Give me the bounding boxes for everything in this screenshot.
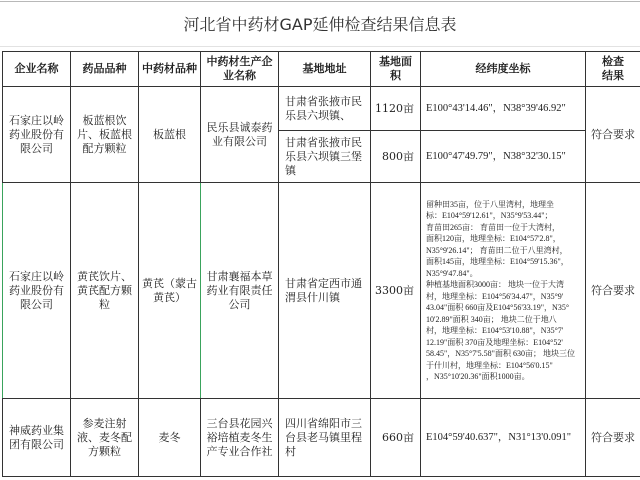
coord-line: 面积120亩，地理坐标：E104°57'2.8"， xyxy=(426,234,561,243)
header-producer: 中药材生产企业名称 xyxy=(201,52,279,87)
coord-line: 育苗田265亩： 育苗田一位于大湾村， xyxy=(426,222,560,232)
table-row xyxy=(3,87,640,131)
coord-line: 10'2.89"面积 340亩； 地块二位于地八 xyxy=(426,314,557,324)
title-gridline xyxy=(0,46,640,47)
coord-line: 58.45"，N35°7'5.58"面积 630亩； 地块三位 xyxy=(426,349,575,358)
drug-cell: 参麦注射液、麦冬配方颗粒 xyxy=(71,399,139,477)
coord-line: 43.04"面积 660亩及E104°56'33.19"，N35° xyxy=(426,303,570,312)
header-result xyxy=(586,52,640,87)
company-cell: 石家庄以岭药业股份有限公司 xyxy=(3,87,71,183)
producer-cell: 民乐县诚泰药业有限公司 xyxy=(201,87,279,183)
table-row xyxy=(3,183,640,399)
coords-text-block xyxy=(426,199,583,383)
herb-cell: 板蓝根 xyxy=(139,87,201,183)
header-result-label: 检查结果 xyxy=(602,55,624,82)
producer-cell: 三台县花园兴裕培植麦冬生产专业合作社 xyxy=(201,399,279,477)
company-cell: 神威药业集团有限公司 xyxy=(3,399,71,477)
header-row xyxy=(3,52,640,87)
coord-line: N35°9'47.84"。 xyxy=(426,268,478,278)
coord-line: 12.19"面积 370亩及地理坐标：E104°52' xyxy=(426,337,563,347)
address-cell: 四川省绵阳市三台县老马镇里程村 xyxy=(279,399,371,477)
herb-cell: 黄芪（蒙古黄芪） xyxy=(139,183,201,399)
coord-line: ，N35°10'20.36"面积1000亩。 xyxy=(426,372,530,381)
header-drug: 药品品种 xyxy=(71,52,139,87)
page-title: 河北省中药材GAP延伸检查结果信息表 xyxy=(183,15,457,34)
herb-cell: 麦冬 xyxy=(139,399,201,477)
coord-line: 留种田35亩，位于八里湾村，地理坐 xyxy=(426,199,554,209)
coords-cell: E100°47'49.79"，N38°32'30.15" xyxy=(421,131,586,183)
producer-cell: 甘肃襄福本草药业有限责任公司 xyxy=(201,183,279,399)
coord-line: 村，地理坐标：E104°56'34.47"，N35°9' xyxy=(426,291,564,301)
coord-line: 于什川村，地理坐标：E104°56'0.15" xyxy=(426,360,553,370)
coord-line: 村，地理坐标：E104°53'10.88"，N35°7' xyxy=(426,326,564,335)
header-address: 基地地址 xyxy=(279,52,371,87)
company-cell: 石家庄以岭药业股份有限公司 xyxy=(3,183,71,399)
header-herb: 中药材品种 xyxy=(139,52,201,87)
coords-cell: E104°59'40.637"，N31°13'0.091" xyxy=(421,399,586,477)
inspection-result-table xyxy=(2,51,640,477)
coords-cell: E100°43'14.46"，N38°39'46.92" xyxy=(421,87,586,131)
header-coords: 经纬度坐标 xyxy=(421,52,586,87)
result-cell: 符合要求 xyxy=(586,399,640,477)
table-row xyxy=(3,399,640,477)
area-cell: 1120亩 xyxy=(371,87,421,131)
drug-cell: 黄芪饮片、黄芪配方颗粒 xyxy=(71,183,139,399)
area-cell: 660亩 xyxy=(371,399,421,477)
top-frame-line xyxy=(0,1,640,2)
address-cell: 甘肃省张掖市民乐县六坝镇三堡镇 xyxy=(279,131,371,183)
coords-cell xyxy=(421,183,586,399)
result-cell: 符合要求 xyxy=(586,87,640,183)
header-company: 企业名称 xyxy=(3,52,71,87)
coord-line: 标：E104°59'12.61"，N35°9'53.44"； xyxy=(426,211,553,220)
drug-cell: 板蓝根饮片、板蓝根配方颗粒 xyxy=(71,87,139,183)
header-area: 基地面积 xyxy=(371,52,421,87)
coord-line: N35°9'26.14"； 育苗田二位于八里湾村， xyxy=(426,245,568,255)
area-cell: 800亩 xyxy=(371,131,421,183)
address-cell: 甘肃省张掖市民乐县六坝镇、 xyxy=(279,87,371,131)
address-cell: 甘肃省定西市通渭县什川镇 xyxy=(279,183,371,399)
coord-line: 面积145亩，地理坐标：E104°59'15.36"， xyxy=(426,257,569,266)
result-cell: 符合要求 xyxy=(586,183,640,399)
coord-line: 种植基地面积3000亩： 地块一位于大湾 xyxy=(426,280,564,289)
area-cell: 3300亩 xyxy=(371,183,421,399)
